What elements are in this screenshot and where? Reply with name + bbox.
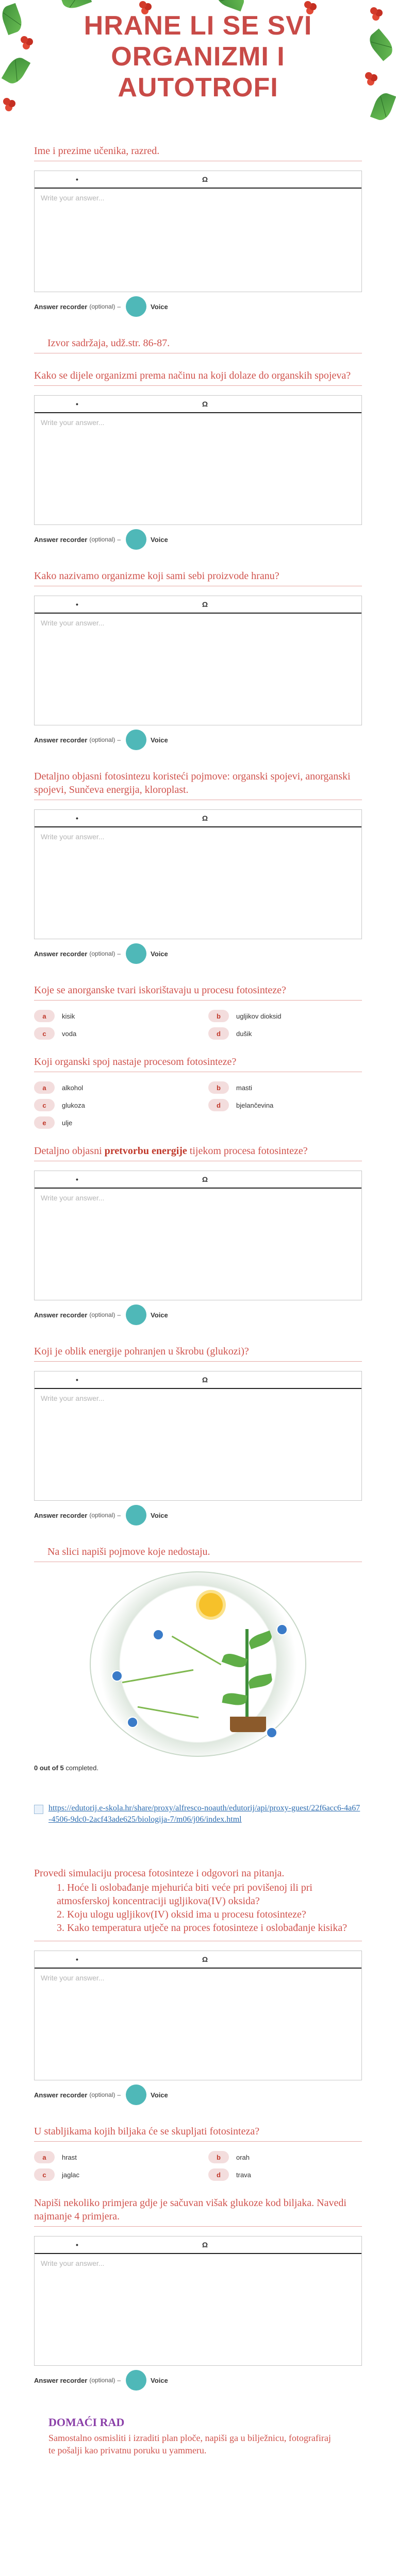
choice-text: bjelančevina — [236, 1101, 274, 1109]
question-title: Ime i prezime učenika, razred. — [34, 144, 362, 161]
editor-toolbar — [35, 171, 361, 189]
choice-badge: e — [34, 1116, 55, 1129]
question-title-post: tijekom procesa fotosinteze? — [187, 1145, 308, 1157]
question-glucose-storage — [34, 2196, 362, 2395]
voice-label: Voice — [151, 950, 168, 958]
answer-editor — [34, 171, 362, 292]
editor-toolbar — [35, 1371, 361, 1389]
drop-target[interactable] — [153, 1629, 164, 1640]
answer-editor — [34, 2236, 362, 2366]
recorder-dash: – — [117, 2377, 121, 2384]
voice-record-button[interactable] — [126, 730, 146, 750]
editor-toolbar — [35, 1951, 361, 1969]
co2-arrow — [122, 1669, 193, 1683]
choice-list — [34, 1010, 362, 1040]
answer-editor — [34, 395, 362, 525]
plant-leaf — [248, 1631, 274, 1649]
recorder-label: Answer recorder — [34, 535, 88, 544]
question-title: Detaljno objasni fotosintezu koristeći pojmove: organski spojevi, anorganski spojevi, Sunčeva energija, kloroplast. — [34, 770, 362, 800]
diagram-area — [34, 1571, 362, 1757]
answer-input[interactable]: Write your answer... — [41, 1194, 105, 1202]
recorder-dash: – — [117, 1311, 121, 1318]
sun-icon — [199, 1593, 223, 1617]
title-line-1: HRANE LI SE SVI — [84, 11, 312, 41]
choice-text: orah — [236, 2153, 250, 2161]
recorder-dash: – — [117, 736, 121, 743]
recorder-optional: (optional) — [89, 2091, 116, 2098]
answer-input[interactable]: Write your answer... — [41, 619, 105, 627]
question-organic-compound — [34, 1055, 362, 1129]
question-diagram-labels — [34, 1545, 362, 1772]
question-subitem: 3. Kako temperatura utječe na proces fotosinteze i oslobađanje kisika? — [57, 1922, 348, 1934]
answer-recorder — [34, 939, 362, 968]
voice-record-button[interactable] — [126, 1304, 146, 1325]
choice-badge: a — [34, 1010, 55, 1022]
choice-option[interactable] — [208, 1027, 362, 1040]
berry-icon — [21, 36, 28, 43]
berry-icon — [370, 7, 377, 14]
bullet-list-button[interactable]: • — [76, 1955, 78, 1963]
question-photosynthesis-explain — [34, 770, 362, 968]
editor-toolbar — [35, 1171, 361, 1189]
recorder-label: Answer recorder — [34, 2091, 88, 2099]
editor-toolbar — [35, 596, 361, 614]
plant-leaf — [248, 1673, 273, 1689]
choice-text: ugljikov dioksid — [236, 1012, 282, 1020]
photosynthesis-diagram — [90, 1571, 306, 1757]
question-name — [34, 144, 362, 321]
choice-option[interactable] — [208, 2151, 362, 2163]
choice-option[interactable] — [208, 1010, 362, 1022]
recorder-dash: – — [117, 1512, 121, 1519]
answer-recorder — [34, 525, 362, 554]
answer-editor — [34, 1951, 362, 2080]
choice-text: alkohol — [62, 1083, 84, 1092]
voice-label: Voice — [151, 1511, 168, 1519]
question-title: Koji organski spoj nastaje procesom fotosinteze? — [34, 1055, 362, 1072]
recorder-label: Answer recorder — [34, 1511, 88, 1519]
berry-icon — [365, 72, 372, 79]
answer-editor — [34, 1171, 362, 1300]
leaf-icon — [370, 91, 396, 123]
choice-text: kisik — [62, 1012, 75, 1020]
simulation-link[interactable]: https://edutorij.e-skola.hr/share/proxy/alfresco-noauth/edutorij/api/proxy-guest/22f6acc6-4a67-4506-9dc0-2acf43ade625/biologija-7/m06/j06/index.html — [48, 1804, 360, 1824]
voice-label: Voice — [151, 736, 168, 744]
title-line-2: ORGANIZMI I — [111, 42, 285, 72]
choice-option[interactable] — [208, 1081, 362, 1094]
choice-option[interactable] — [34, 2168, 188, 2181]
answer-recorder — [34, 725, 362, 754]
question-title: Kako se dijele organizmi prema načinu na koji dolaze do organskih spojeva? — [34, 369, 362, 386]
choice-option[interactable] — [208, 1099, 362, 1111]
question-starch-energy — [34, 1345, 362, 1530]
recorder-optional: (optional) — [89, 303, 116, 310]
editor-toolbar — [35, 2236, 361, 2254]
answer-editor — [34, 809, 362, 939]
recorder-dash: – — [117, 303, 121, 310]
leaf-icon — [60, 0, 92, 11]
worksheet — [34, 144, 362, 2456]
recorder-dash: – — [117, 2091, 121, 2098]
plant-leaf — [222, 1651, 248, 1670]
special-char-button[interactable]: Ω — [202, 814, 208, 822]
recorder-optional: (optional) — [89, 736, 116, 743]
special-char-button[interactable]: Ω — [202, 1955, 208, 1963]
berry-icon — [139, 1, 146, 8]
choice-option[interactable] — [34, 1099, 188, 1111]
choice-option[interactable] — [34, 2151, 188, 2163]
choice-text: masti — [236, 1083, 253, 1092]
recorder-optional: (optional) — [89, 950, 116, 957]
choice-text: voda — [62, 1029, 77, 1038]
question-title — [34, 1144, 362, 1161]
special-char-button[interactable]: Ω — [202, 175, 208, 183]
leaf-pattern-top — [36, 0, 360, 10]
answer-recorder — [34, 2366, 362, 2395]
recorder-optional: (optional) — [89, 1311, 116, 1318]
page-title — [41, 10, 355, 103]
question-simulation — [34, 1867, 362, 2109]
answer-input[interactable]: Write your answer... — [41, 1974, 105, 1982]
plant-leaf — [222, 1691, 247, 1707]
answer-recorder — [34, 2080, 362, 2109]
choice-option[interactable] — [34, 1010, 188, 1022]
recorder-dash: – — [117, 950, 121, 957]
choice-text: dušik — [236, 1029, 252, 1038]
special-char-button[interactable]: Ω — [202, 1376, 208, 1384]
homework-text: Samostalno osmisliti i izraditi plan ploče, napiši ga u bilježnicu, fotografiraj te pošalji kao privatnu poruku u yammeru. — [48, 2433, 331, 2455]
voice-record-button[interactable] — [126, 296, 146, 317]
voice-record-button[interactable] — [126, 529, 146, 550]
bullet-list-button[interactable]: • — [76, 814, 78, 822]
choice-text: jaglac — [62, 2171, 79, 2179]
bullet-list-button[interactable]: • — [76, 1175, 78, 1183]
voice-label: Voice — [151, 1311, 168, 1319]
question-plants — [34, 2125, 362, 2181]
choice-list — [34, 1081, 362, 1129]
choice-option[interactable] — [34, 1081, 188, 1094]
question-title: Koje se anorganske tvari iskorištavaju u procesu fotosinteze? — [34, 984, 362, 1001]
bullet-list-button[interactable]: • — [76, 400, 78, 408]
answer-editor — [34, 1371, 362, 1501]
answer-recorder — [34, 1501, 362, 1530]
plant-stem — [245, 1629, 249, 1722]
recorder-label: Answer recorder — [34, 302, 88, 311]
question-subitem: 1. Hoće li oslobađanje mjehurića biti veće pri povišenoj ili pri atmosferskoj koncentraciji ugljikova(IV) oksida? — [57, 1882, 312, 1907]
leaf-icon — [214, 0, 246, 11]
leaf-icon — [2, 54, 30, 87]
special-char-button[interactable]: Ω — [202, 400, 208, 408]
answer-input[interactable]: Write your answer... — [41, 2259, 105, 2267]
question-title: U stabljikama kojih biljaka će se skupljati fotosinteza? — [34, 2125, 362, 2142]
question-inorganic-substances — [34, 984, 362, 1040]
question-subitems — [34, 1881, 362, 1935]
question-title: Kako nazivamo organizme koji sami sebi proizvode hranu? — [34, 569, 362, 586]
source-note — [34, 336, 362, 353]
leaf-pattern-left — [0, 0, 36, 129]
special-char-button[interactable]: Ω — [202, 600, 208, 608]
choice-badge: b — [208, 2151, 229, 2163]
question-autotrophs — [34, 569, 362, 754]
choice-list — [34, 2151, 362, 2181]
choice-badge: b — [208, 1010, 229, 1022]
voice-record-button[interactable] — [126, 943, 146, 964]
drop-target[interactable] — [276, 1624, 288, 1635]
simulation-link-block — [34, 1803, 362, 1825]
bullet-list-button[interactable]: • — [76, 1376, 78, 1384]
drop-target[interactable] — [111, 1670, 123, 1682]
choice-text: trava — [236, 2171, 251, 2179]
recorder-optional: (optional) — [89, 2377, 116, 2384]
recorder-label: Answer recorder — [34, 1311, 88, 1319]
choice-option[interactable] — [208, 2168, 362, 2181]
completion-suffix: completed. — [63, 1764, 98, 1772]
bullet-list-button[interactable]: • — [76, 2241, 78, 2249]
choice-badge: c — [34, 1027, 55, 1040]
choice-badge: d — [208, 1099, 229, 1111]
recorder-label: Answer recorder — [34, 736, 88, 744]
answer-recorder — [34, 1300, 362, 1329]
title-line-3: AUTOTROFI — [118, 73, 278, 103]
choice-badge: b — [208, 1081, 229, 1094]
question-title: Na slici napiši pojmove koje nedostaju. — [34, 1545, 362, 1562]
voice-record-button[interactable] — [126, 2370, 146, 2391]
light-arrow — [172, 1636, 222, 1666]
berry-icon — [304, 1, 311, 8]
answer-recorder — [34, 292, 362, 321]
question-title-emphasis: pretvorbu energije — [104, 1145, 187, 1157]
question-subitem: 2. Koju ulogu ugljikov(IV) oksid ima u procesu fotosinteze? — [57, 1909, 306, 1920]
answer-input[interactable]: Write your answer... — [41, 194, 105, 202]
leaf-icon — [366, 28, 396, 61]
voice-label: Voice — [151, 535, 168, 544]
choice-badge: a — [34, 2151, 55, 2163]
editor-toolbar — [35, 396, 361, 413]
editor-toolbar — [35, 810, 361, 827]
voice-label: Voice — [151, 2376, 168, 2384]
completion-count: 0 out of 5 — [34, 1764, 64, 1772]
choice-option[interactable] — [34, 1027, 188, 1040]
recorder-label: Answer recorder — [34, 950, 88, 958]
question-title-wrap — [34, 1867, 362, 1941]
choice-text: hrast — [62, 2153, 77, 2161]
completion-status — [34, 1764, 362, 1772]
choice-option[interactable] — [34, 1116, 188, 1129]
recorder-optional: (optional) — [89, 1512, 116, 1519]
drop-target[interactable] — [127, 1717, 138, 1728]
answer-input[interactable]: Write your answer... — [41, 418, 105, 427]
answer-editor — [34, 596, 362, 725]
homework-title: DOMAĆI RAD — [48, 2416, 125, 2429]
broken-image-icon — [34, 1805, 43, 1814]
plant-soil — [230, 1717, 266, 1732]
choice-text: ulje — [62, 1118, 73, 1127]
water-arrow — [138, 1706, 199, 1719]
choice-text: glukoza — [62, 1101, 85, 1109]
question-title: Napiši nekoliko primjera gdje je sačuvan višak glukoze kod biljaka. Navedi najmanje 4 primjera. — [34, 2196, 362, 2227]
choice-badge: a — [34, 1081, 55, 1094]
choice-badge: c — [34, 1099, 55, 1111]
question-energy-conversion — [34, 1144, 362, 1329]
leaf-icon — [0, 3, 25, 35]
voice-record-button[interactable] — [126, 2084, 146, 2105]
berry-icon — [3, 98, 10, 105]
bullet-list-button[interactable]: • — [76, 175, 78, 183]
homework-section — [48, 2415, 362, 2456]
leaf-pattern-right — [360, 0, 396, 129]
question-title-pre: Detaljno objasni — [34, 1145, 105, 1157]
source-text: Izvor sadržaja, udž.str. 86-87. — [34, 336, 362, 353]
question-organisms-division — [34, 369, 362, 554]
choice-badge: d — [208, 1027, 229, 1040]
answer-input[interactable]: Write your answer... — [41, 1394, 105, 1402]
answer-input[interactable]: Write your answer... — [41, 833, 105, 841]
choice-badge: c — [34, 2168, 55, 2181]
drop-target[interactable] — [266, 1727, 277, 1738]
recorder-optional: (optional) — [89, 536, 116, 543]
special-char-button[interactable]: Ω — [202, 2241, 208, 2249]
recorder-dash: – — [117, 536, 121, 543]
choice-badge: d — [208, 2168, 229, 2181]
voice-label: Voice — [151, 302, 168, 311]
question-title: Koji je oblik energije pohranjen u škrobu (glukozi)? — [34, 1345, 362, 1362]
special-char-button[interactable]: Ω — [202, 1175, 208, 1183]
bullet-list-button[interactable]: • — [76, 600, 78, 608]
voice-label: Voice — [151, 2091, 168, 2099]
voice-record-button[interactable] — [126, 1505, 146, 1526]
recorder-label: Answer recorder — [34, 2376, 88, 2384]
question-title: Provedi simulaciju procesa fotosinteze i odgovori na pitanja. — [34, 1868, 285, 1879]
